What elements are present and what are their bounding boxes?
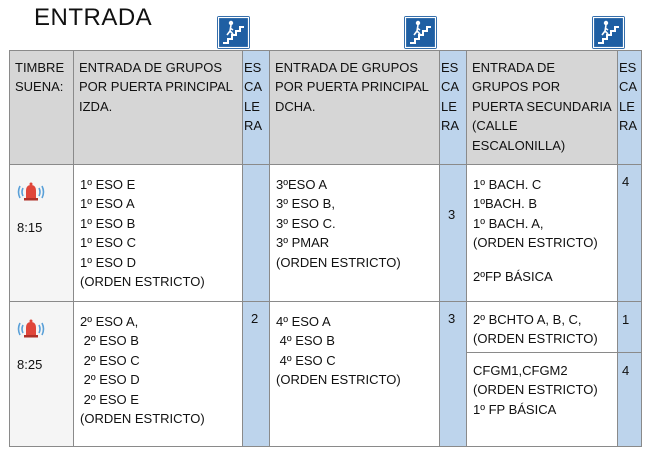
group-line: 1º BACH. A, (473, 215, 544, 231)
grupos-izda (74, 302, 243, 447)
header-dcha: ENTRADA DE GRUPOS POR PUERTA PRINCIPAL DCHA. (270, 51, 440, 165)
stairs-icon (592, 16, 625, 49)
group-line: (ORDEN ESTRICTO) (80, 411, 205, 427)
group-line: 1ºBACH. B (473, 196, 537, 212)
header-escalera: ESCALERA (618, 51, 642, 165)
group-line: 1º BACH. C (473, 177, 542, 192)
alarm-bell-icon (16, 177, 46, 207)
grupos-izda (74, 165, 243, 302)
group-line: 1º ESO A (80, 196, 135, 212)
group-line: (ORDEN ESTRICTO) (276, 372, 401, 388)
group-line: 3º PMAR (276, 235, 330, 251)
group-line: 1º ESO E (80, 177, 136, 192)
escalera-value (243, 165, 270, 302)
stairs-icon (404, 16, 437, 49)
escalera-value: 2 (243, 302, 270, 447)
table-row (10, 302, 642, 353)
grupos-secundaria (467, 353, 618, 447)
group-line: (ORDEN ESTRICTO) (80, 274, 205, 290)
group-line: (ORDEN ESTRICTO) (473, 235, 598, 251)
header-row (10, 51, 642, 165)
grupos-secundaria (467, 302, 618, 353)
group-line: (ORDEN ESTRICTO) (473, 331, 598, 347)
header-izda: ENTRADA DE GRUPOS POR PUERTA PRINCIPAL IZDA. (74, 51, 243, 165)
header-timbre: TIMBRE SUENA: (10, 51, 74, 165)
group-line: 4º ESO A (276, 314, 331, 329)
grupos-secundaria (467, 165, 618, 302)
group-line: (ORDEN ESTRICTO) (473, 382, 598, 398)
escalera-value: 3 (440, 302, 467, 447)
group-line: 2º ESO D (80, 372, 140, 388)
time-label: 8:15 (17, 220, 43, 236)
group-line: 3º ESO C. (276, 215, 336, 231)
group-line: 1º FP BÁSICA (473, 401, 557, 417)
group-line: (ORDEN ESTRICTO) (276, 254, 401, 270)
grupos-dcha (270, 165, 440, 302)
group-line: 3ºESO A (276, 177, 327, 192)
escalera-value: 4 (618, 353, 642, 447)
stairs-icon (217, 16, 250, 49)
group-line: 1º ESO D (80, 254, 137, 270)
group-line: 2º ESO C (80, 352, 140, 368)
escalera-value: 4 (618, 165, 642, 302)
group-line: 3º ESO B, (276, 196, 335, 212)
group-line: 1º ESO B (80, 215, 136, 231)
group-line: 1º ESO C (80, 235, 137, 251)
escalera-value: 1 (618, 302, 642, 353)
time-label: 8:25 (17, 357, 43, 373)
group-line: 4º ESO B (276, 333, 335, 349)
schedule-table (9, 50, 642, 447)
header-escalera: ESCALERA (440, 51, 467, 165)
group-line: 4º ESO C (276, 352, 336, 368)
escalera-value: 3 (440, 165, 467, 302)
header-secundaria: ENTRADA DE GRUPOS POR PUERTA SECUNDARIA (CALLE ESCALONILLA) (467, 51, 618, 165)
group-line: 2º ESO E (80, 391, 139, 407)
page-title: ENTRADA (34, 4, 153, 31)
group-line: 2º ESO A, (80, 314, 139, 329)
group-line: CFGM1,CFGM2 (473, 363, 568, 378)
table-row (10, 165, 642, 302)
group-line: 2º BCHTO A, B, C, (473, 312, 582, 327)
grupos-dcha (270, 302, 440, 447)
alarm-bell-icon (16, 314, 46, 344)
timbre-cell (10, 302, 74, 447)
group-line: 2ºFP BÁSICA (473, 268, 553, 284)
timbre-cell (10, 165, 74, 302)
group-line: 2º ESO B (80, 333, 139, 349)
header-escalera: ESCALERA (243, 51, 270, 165)
